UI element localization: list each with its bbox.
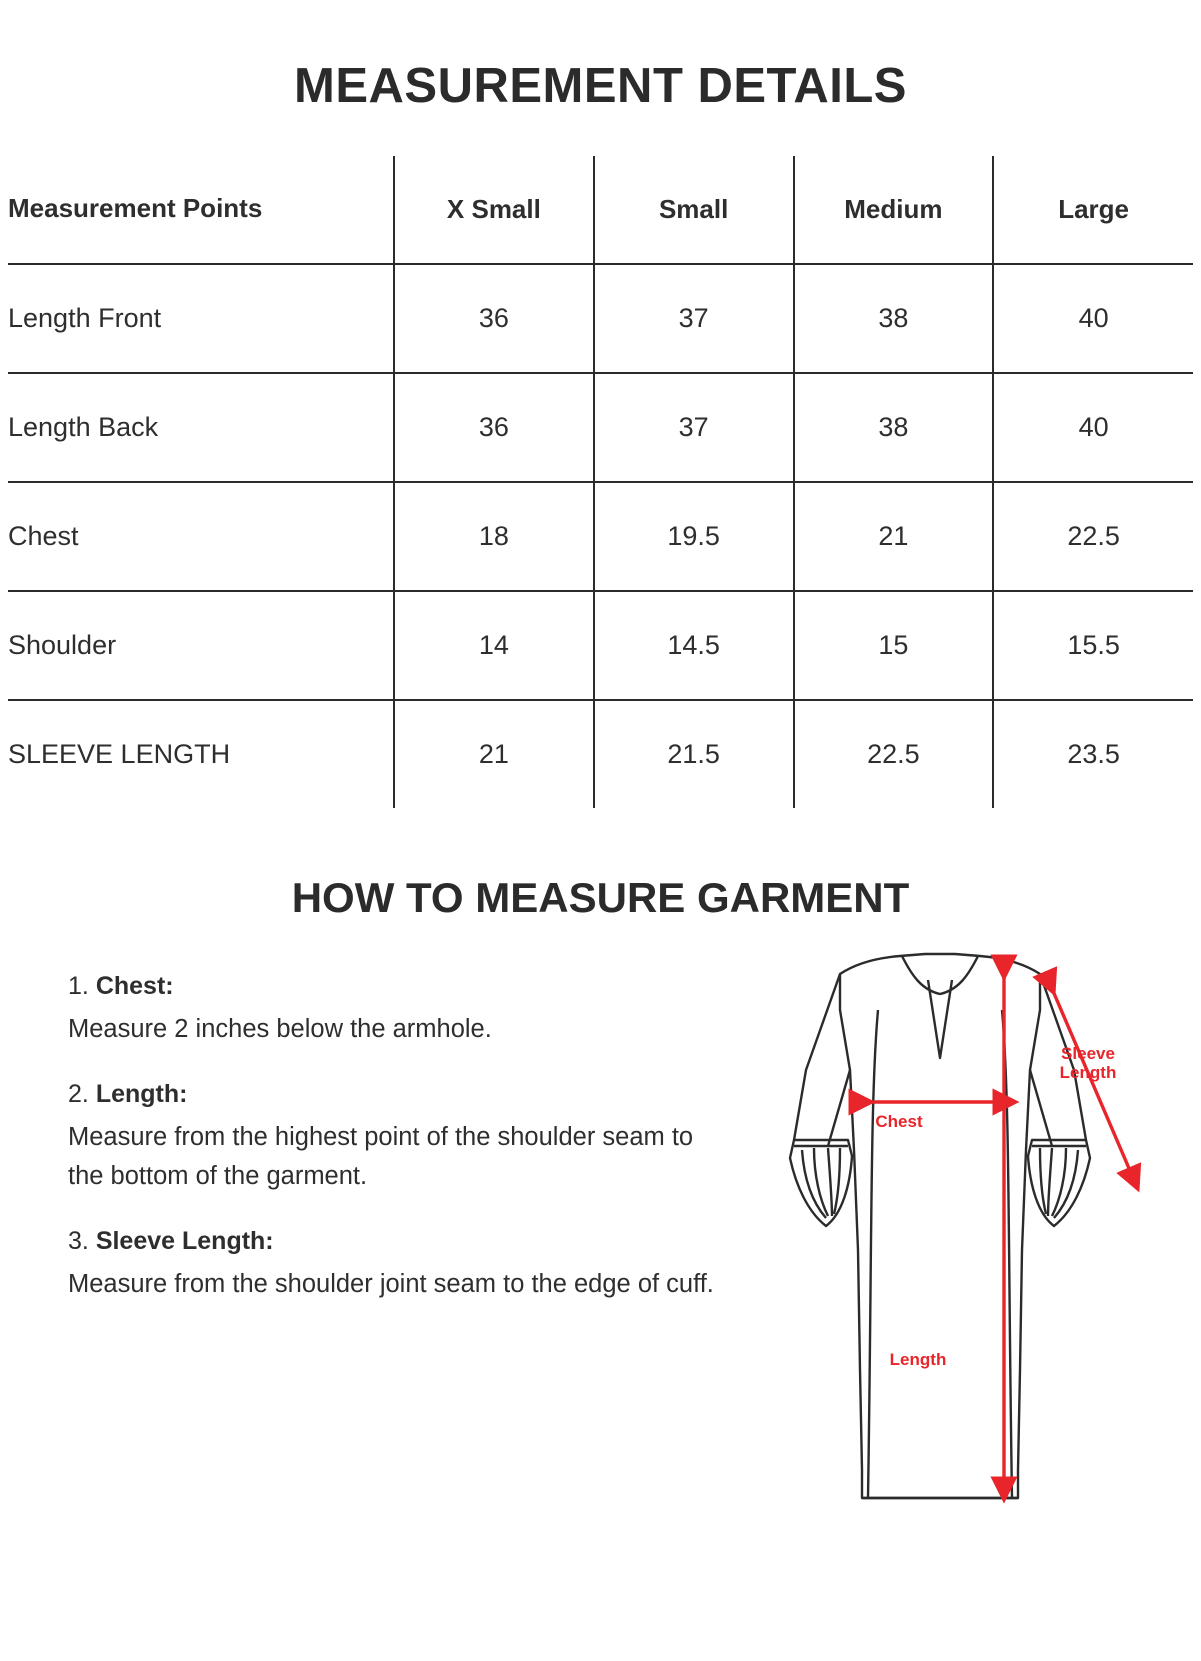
cell-shoulder-large: 15.5 [993, 591, 1193, 700]
cell-length-back-large: 40 [993, 373, 1193, 482]
cell-length-front-xsmall: 36 [394, 264, 594, 373]
length-label: Length [889, 1349, 947, 1369]
cell-length-back-small: 37 [594, 373, 794, 482]
howto-step-sleeve-length [50, 1223, 750, 1305]
dress-outline [790, 954, 1090, 1498]
measurement-table [8, 156, 1193, 808]
row-label-length-front: Length Front [8, 264, 394, 373]
cell-chest-small: 19.5 [594, 482, 794, 591]
step-chest-body: Measure 2 inches below the armhole. [68, 1015, 492, 1044]
table-row [8, 700, 1193, 808]
dress-illustration-svg [750, 950, 1170, 1510]
cell-length-front-small: 37 [594, 264, 794, 373]
row-label-length-back: Length Back [8, 373, 394, 482]
column-header-xsmall: X Small [394, 156, 594, 264]
column-header-points: Measurement Points [8, 156, 394, 264]
step-chest-number: 1. [68, 971, 89, 1000]
table-row [8, 482, 1193, 591]
cell-length-front-medium: 38 [794, 264, 994, 373]
table-row [8, 264, 1193, 373]
cell-sleeve-length-small: 21.5 [594, 700, 794, 808]
table-body [8, 264, 1193, 808]
row-label-shoulder: Shoulder [8, 591, 394, 700]
table-row [8, 373, 1193, 482]
chest-label: Chest [875, 1111, 923, 1131]
cell-chest-medium: 21 [794, 482, 994, 591]
howto-steps [50, 968, 750, 1331]
sleeve-length-label [1042, 1044, 1134, 1083]
cell-shoulder-medium: 15 [794, 591, 994, 700]
step-sleeve-name: Sleeve Length: [95, 1226, 274, 1255]
garment-diagram [750, 968, 1183, 1369]
row-label-chest: Chest [8, 482, 394, 591]
measurement-details-page [0, 60, 1201, 1661]
howto-step-length [50, 1076, 750, 1197]
howto-section [0, 968, 1201, 1369]
step-length-number: 2. [68, 1079, 89, 1108]
cell-chest-xsmall: 18 [394, 482, 594, 591]
cell-shoulder-xsmall: 14 [394, 591, 594, 700]
column-header-large: Large [993, 156, 1193, 264]
cell-sleeve-length-xsmall: 21 [394, 700, 594, 808]
table-header [8, 156, 1193, 264]
column-header-medium: Medium [794, 156, 994, 264]
step-length-name: Length: [95, 1079, 188, 1108]
cell-length-back-xsmall: 36 [394, 373, 594, 482]
step-sleeve-body: Measure from the shoulder joint seam to the edge of cuff. [68, 1270, 714, 1299]
page-title: MEASUREMENT DETAILS [294, 59, 907, 113]
cell-sleeve-length-medium: 22.5 [794, 700, 994, 808]
step-length-body: Measure from the highest point of the shoulder seam to the bottom of the garment. [68, 1122, 694, 1191]
howto-title: HOW TO MEASURE GARMENT [291, 873, 910, 921]
step-length-heading [68, 1076, 750, 1112]
column-header-small: Small [594, 156, 794, 264]
table-header-row [8, 156, 1193, 264]
step-sleeve-number: 3. [68, 1226, 89, 1255]
cell-chest-large: 22.5 [993, 482, 1193, 591]
step-sleeve-heading [68, 1223, 750, 1259]
row-label-sleeve-length: SLEEVE LENGTH [8, 700, 394, 808]
cell-length-back-medium: 38 [794, 373, 994, 482]
cell-shoulder-small: 14.5 [594, 591, 794, 700]
sleeve-length-label-line1: Sleeve [1061, 1043, 1115, 1063]
howto-step-chest [50, 968, 750, 1050]
table-row [8, 591, 1193, 700]
cell-sleeve-length-large: 23.5 [993, 700, 1193, 808]
sleeve-length-label-line2: Length [1059, 1063, 1117, 1083]
step-chest-heading [68, 968, 750, 1004]
step-chest-name: Chest: [95, 971, 174, 1000]
measurement-table-wrap [0, 156, 1201, 808]
cell-length-front-large: 40 [993, 264, 1193, 373]
